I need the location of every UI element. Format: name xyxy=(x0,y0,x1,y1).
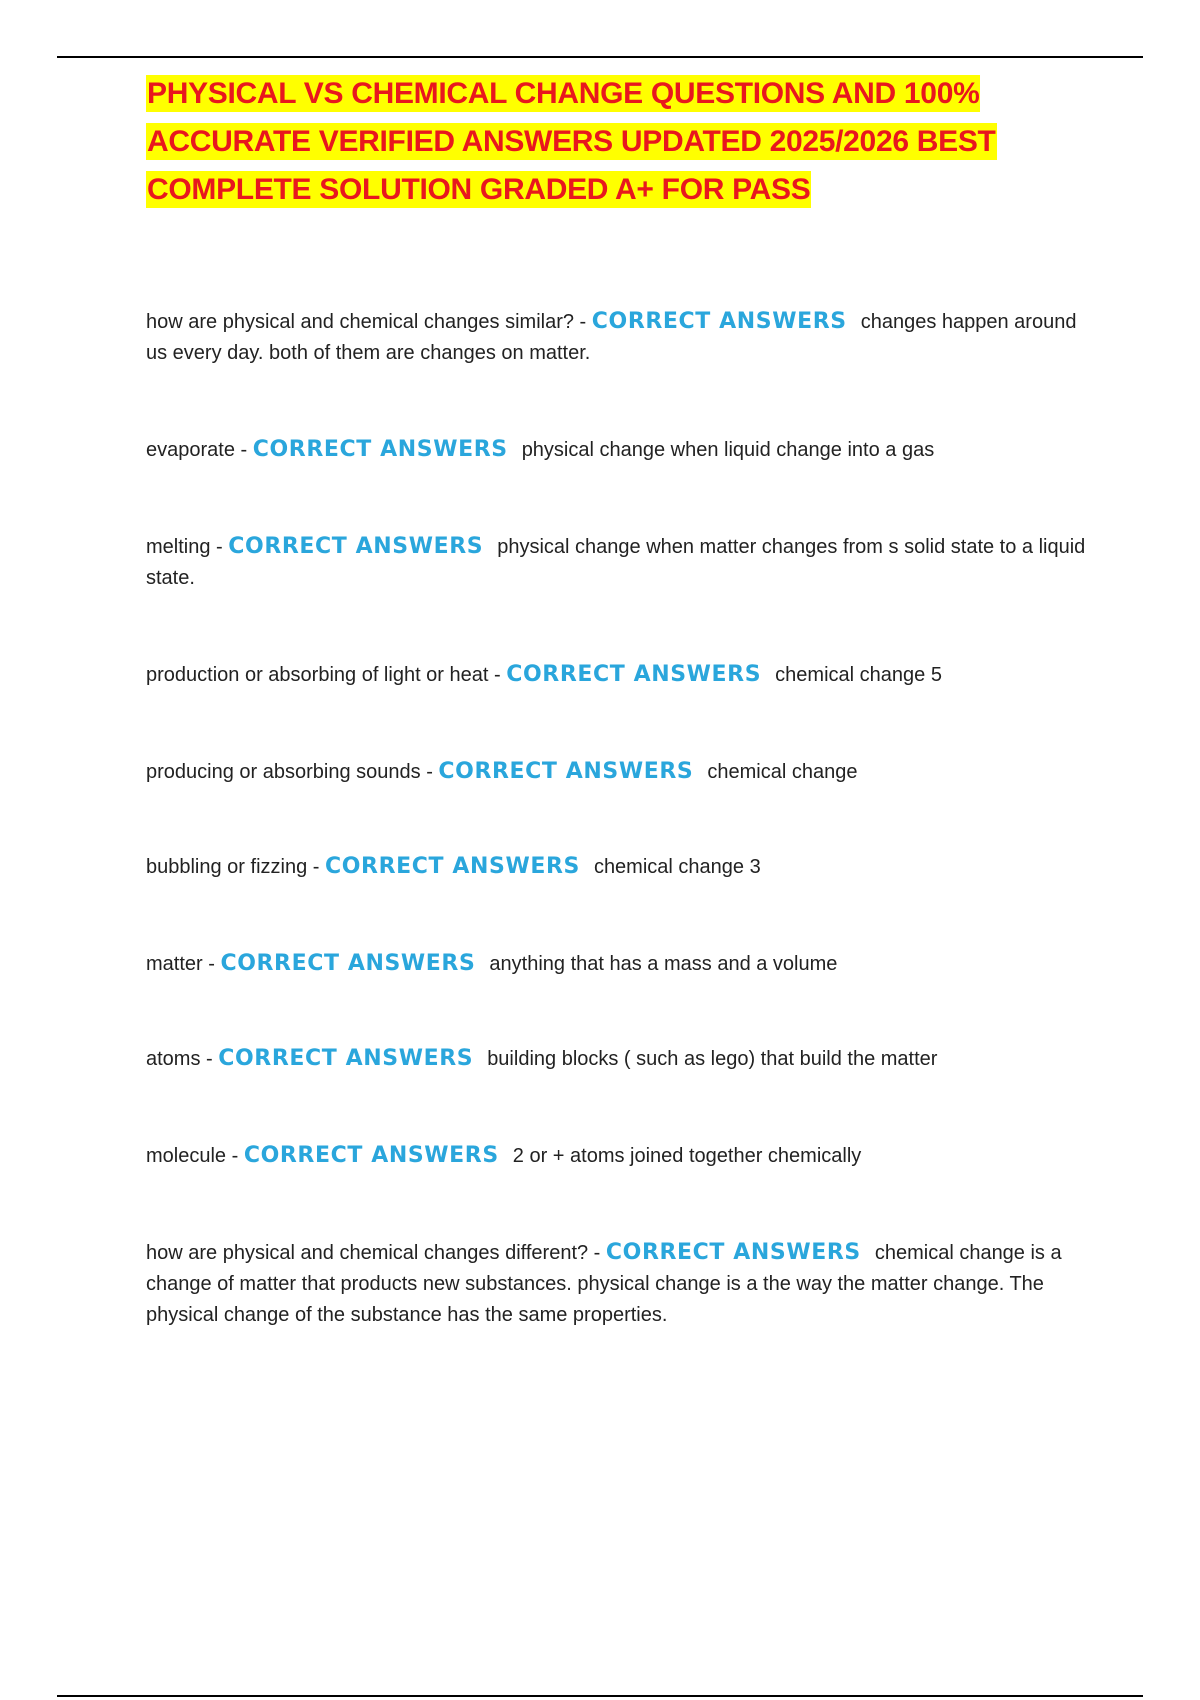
qa-answer: chemical change 3 xyxy=(593,856,761,878)
qa-separator: - xyxy=(307,856,325,878)
qa-answer: changes happen around us every day. both of them are changes on matter. xyxy=(146,311,1077,364)
qa-separator: - xyxy=(574,311,592,333)
qa-separator: - xyxy=(488,664,507,686)
qa-question: melting xyxy=(146,536,211,558)
correct-answers-label: CORRECT ANSWERS xyxy=(591,309,847,334)
qa-answer: chemical change 5 xyxy=(775,664,942,686)
qa-question: production or absorbing of light or heat xyxy=(146,664,489,686)
correct-answers-label: CORRECT ANSWERS xyxy=(605,1240,861,1265)
qa-separator: - xyxy=(226,1145,244,1167)
qa-item xyxy=(146,1237,1086,1331)
qa-answer: physical change when matter changes from s solid state to a liquid state. xyxy=(146,536,1086,589)
document-title xyxy=(146,70,1046,214)
qa-separator: - xyxy=(234,439,253,461)
qa-item xyxy=(146,1043,1086,1075)
footer-rule xyxy=(57,1695,1143,1697)
correct-answers-label: CORRECT ANSWERS xyxy=(243,1143,499,1168)
correct-answers-label: CORRECT ANSWERS xyxy=(252,437,508,462)
qa-item xyxy=(146,756,1086,788)
qa-separator: - xyxy=(202,953,221,975)
title-text: PHYSICAL VS CHEMICAL CHANGE QUESTIONS AND 100% ACCURATE VERIFIED ANSWERS UPDATED 2025/2026 BEST COMPLETE SOLUTION GRADED A+ FOR PASS xyxy=(147,77,996,206)
qa-item xyxy=(146,306,1086,369)
qa-item xyxy=(146,659,1086,691)
qa-question: bubbling or fizzing xyxy=(146,856,308,878)
correct-answers-label: CORRECT ANSWERS xyxy=(325,854,580,879)
correct-answers-label: CORRECT ANSWERS xyxy=(218,1046,474,1071)
qa-answer: physical change when liquid change into a gas xyxy=(521,439,935,461)
qa-answer: 2 or + atoms joined together chemically xyxy=(512,1145,862,1167)
qa-separator: - xyxy=(588,1242,606,1264)
title-heading xyxy=(146,70,1046,214)
qa-item xyxy=(146,851,1086,883)
qa-separator: - xyxy=(210,536,229,558)
qa-item xyxy=(146,434,1086,466)
qa-answer: anything that has a mass and a volume xyxy=(489,953,838,975)
qa-answer: chemical change xyxy=(707,761,858,783)
qa-question: matter xyxy=(146,953,203,975)
qa-question: atoms xyxy=(146,1048,201,1070)
qa-item xyxy=(146,531,1086,594)
qa-separator: - xyxy=(420,761,439,783)
correct-answers-label: CORRECT ANSWERS xyxy=(506,662,762,687)
correct-answers-label: CORRECT ANSWERS xyxy=(220,951,476,976)
qa-answer: chemical change is a change of matter that products new substances. physical change is a the way the matter change. The physical change of the substance has the same properties. xyxy=(146,1242,1062,1326)
qa-answer: building blocks ( such as lego) that build the matter xyxy=(487,1048,938,1070)
qa-item xyxy=(146,948,1086,980)
qa-item xyxy=(146,1140,1086,1172)
qa-question: how are physical and chemical changes similar? xyxy=(146,311,574,333)
correct-answers-label: CORRECT ANSWERS xyxy=(228,534,484,559)
qa-separator: - xyxy=(200,1048,219,1070)
qa-question: molecule xyxy=(146,1145,227,1167)
qa-question: producing or absorbing sounds xyxy=(146,761,421,783)
header-rule xyxy=(57,56,1143,58)
correct-answers-label: CORRECT ANSWERS xyxy=(438,759,694,784)
qa-question: evaporate xyxy=(146,439,235,461)
qa-question: how are physical and chemical changes different? xyxy=(146,1242,589,1264)
